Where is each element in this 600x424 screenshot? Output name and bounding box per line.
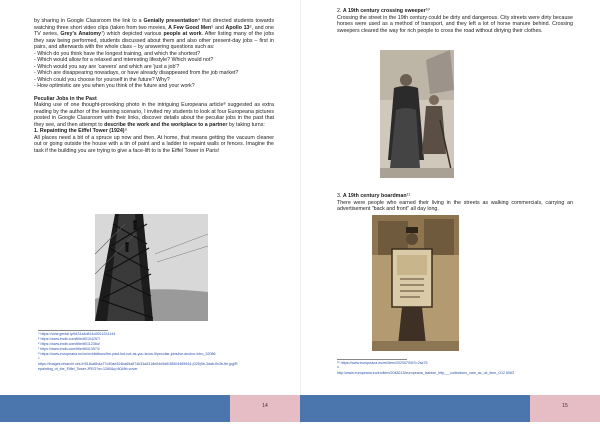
- item3-title: 3. A 19th century boardman¹¹: [337, 193, 411, 199]
- question-item: - Which are disappearing nowadays, or have already disappeared from the job market?: [34, 70, 239, 76]
- footnote-link[interactable]: ¹⁰ https://www.europeana.eu/en/item/2020570/KS=2sk75: [337, 361, 428, 365]
- footnote-link[interactable]: ⁵ https://www.imdb.com/title/tt0104257/: [38, 337, 101, 341]
- item2-title: 2. A 19th century crossing sweeper¹⁰: [337, 8, 430, 14]
- question-item: - Which would you say are 'careers' and which are 'just a job'?: [34, 63, 180, 70]
- right-body-text-bottom: [337, 193, 573, 213]
- section-heading: Peculiar Jobs in the Past: [34, 95, 97, 102]
- question-item: - Which could you choose for yourself in the future? Why?: [34, 76, 170, 83]
- right-body-text-top: [337, 8, 573, 34]
- left-body-text: [34, 18, 274, 154]
- crossing-sweeper-photo: [380, 50, 454, 178]
- footer-bar-blue-right: [300, 395, 530, 422]
- footnote-rule: [38, 330, 108, 331]
- page-number: 14: [262, 403, 268, 409]
- footnote-link[interactable]: http://www.europeana.eu/en/item/2048213/europeana_fashion_http___collections_vam_ac_uk_item_O12 6063: [337, 371, 515, 375]
- footnote-link[interactable]: ⁴ https://view.genial.ly/6431a4d814c0001224144: [38, 332, 116, 336]
- footer-bar-blue-left: [0, 395, 230, 422]
- peculiar-jobs-paragraph: Making use of one thought-provoking photo in the intriguing Europeana article⁸ suggested as extra reading by the author of the learning scenario, I invited my students to look at four Europeana pictures posted in Google Classroom with their links, discover details about the peculiar jobs in the past that they see, and then attempt to describe the work and the workplace to a partner by taking turns:: [34, 102, 274, 128]
- crossing-sweeper-illustration: [380, 50, 454, 178]
- item1-title: 1. Repainting the Eiffel Tower (1924)⁹: [34, 128, 127, 134]
- footnote-link[interactable]: ⁸ https://www.europeana.eu/en/exhibitions/the-past-but-not-as-you-know-it/peculiar-jobs#ve-anchor-intro_52086: [38, 352, 216, 356]
- question-item: - How optimistic are you when you think of the future and your work?: [34, 83, 195, 89]
- item2-text: Crossing the street in the 19th century could be dirty and dangerous. City streets were dirty because horses were used as a method of transport, and they left a lot of horse manure behind. Crossing sweepers cleared the way for rich people to cross the road without dirtying their clothes.: [337, 14, 573, 34]
- footnote-marker: ¹¹: [337, 366, 340, 370]
- footnote-rule: [337, 359, 407, 360]
- footnote-link[interactable]: https://images.nfsarchi.ves.fr/518ca6b4a77c50ae304ba65a874b33a5318e54e5d6/38504465944-(028)5b-3dab-fin3b-ffe.jpg/Repainting_of_the_Eiffel_Tower.JPEG?w=1280&q=80&fit=cover: [38, 362, 238, 371]
- question-item: - Which do you think have the longest training, and which the shortest?: [34, 50, 201, 57]
- boardman-photo: [372, 215, 459, 351]
- page-spread-divider: [300, 0, 301, 424]
- item1-text: All places need a bit of a spruce up now and then. At home, that means getting the vacuum cleaner out or going outside the house with a tin of paint and a ladder to repaint walls or fences. Imagine the task if the building you are trying to give a face-lift to is the Eiffel Tower in Paris!: [34, 134, 274, 154]
- eiffel-tower-photo: [95, 214, 208, 321]
- footnote-link[interactable]: ⁷ https://www.imdb.com/title/tt0413573/: [38, 347, 100, 351]
- left-footnotes: [38, 332, 238, 372]
- footer-bar-pink-left: [230, 395, 300, 422]
- footer-bar-pink-right: [530, 395, 600, 422]
- eiffel-tower-painters-illustration: [95, 214, 208, 321]
- footnote-marker: ⁹: [38, 357, 40, 361]
- boardman-illustration: [372, 215, 459, 351]
- question-item: - Which would allow for a relaxed and interesting lifestyle? Which would not?: [34, 57, 214, 63]
- footnote-link[interactable]: ⁶ https://www.imdb.com/title/tt0112384/: [38, 342, 100, 346]
- item3-text: There were people who earned their living in the streets as walking commercials, carrying an advertisement "back and front" all day long.: [337, 199, 573, 212]
- right-footnotes: [337, 361, 557, 376]
- page-number: 15: [562, 403, 568, 409]
- intro-paragraph: by sharing in Google Classroom the link to a Genially presentation⁴ that directed students towards watching three short video clips (taken from two movies, A Few Good Men⁵ and Apollo 13⁶, and one TV series, Grey's Anatomy⁷) which depicted various people at work. After listing many of the jobs they saw being performed, students discussed about them and also other present-day jobs – first in pairs, and afterwards with the whole class – by answering questions such as:: [34, 18, 274, 50]
